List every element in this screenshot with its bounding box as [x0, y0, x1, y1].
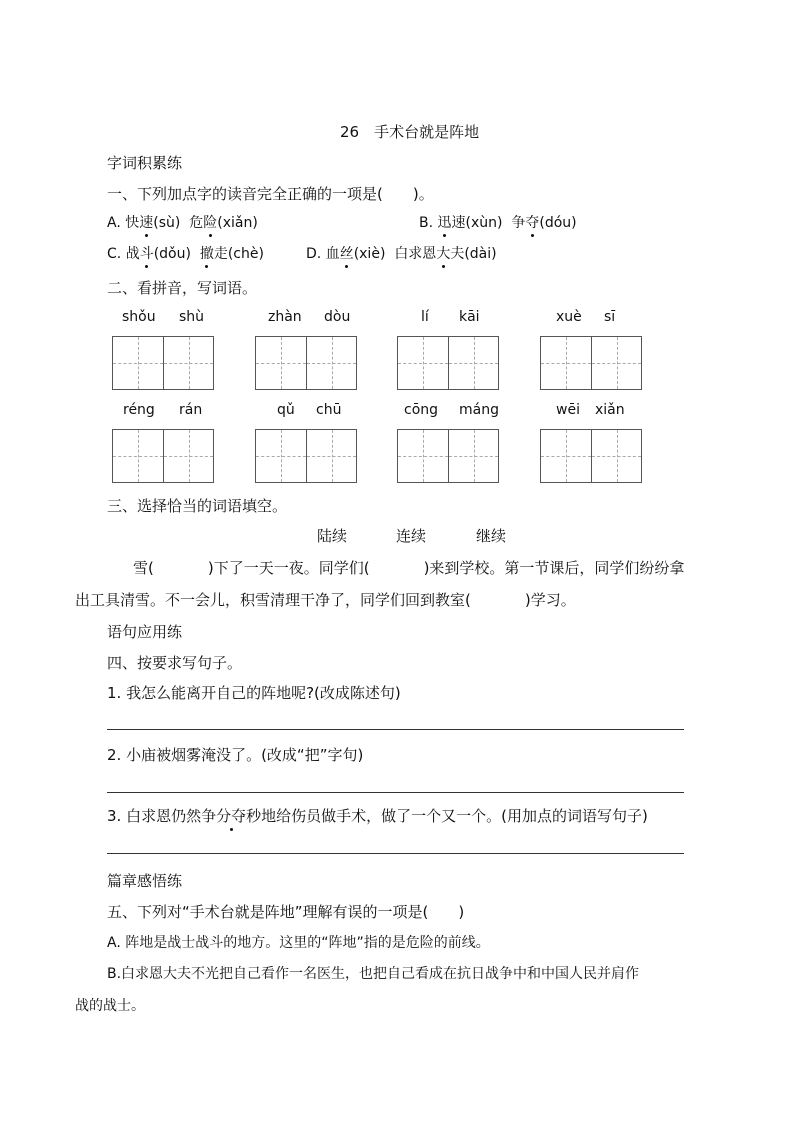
- answer-line-2[interactable]: [107, 792, 684, 793]
- pinyin-label: xiǎn: [595, 402, 625, 418]
- fill-paragraph-line2: [75, 589, 576, 610]
- answer-line-3[interactable]: [107, 853, 684, 854]
- option-d-word1-dotted: 丝: [340, 243, 354, 263]
- q5-option-a: A. 阵地是战士战斗的地方。这里的“阵地”指的是危险的前线。: [107, 935, 490, 951]
- option-c-word2-dotted: 撤: [200, 243, 214, 263]
- option-c: [107, 243, 264, 263]
- sentence-task-2: 2. 小庙被烟雾淹没了。(改成“把”字句): [107, 746, 364, 764]
- pinyin-label: shǒu: [122, 309, 156, 325]
- option-a-word1-dotted: 速: [139, 212, 153, 232]
- q5-option-b-line2: 战的战士。: [75, 998, 145, 1014]
- answer-line-1[interactable]: [107, 729, 684, 730]
- pinyin-label: dòu: [324, 309, 351, 325]
- paragraph-text: )学习。: [524, 591, 576, 609]
- option-b-word1-pinyin: (xùn): [465, 215, 503, 231]
- pinyin-label: cōng: [404, 402, 439, 418]
- pinyin-label: sī: [604, 309, 616, 325]
- option-d-word1-pre: 血: [325, 246, 340, 262]
- fill-paragraph-line1: [107, 557, 684, 578]
- option-b: [419, 212, 577, 232]
- option-b-word2-pinyin: (dóu): [539, 215, 577, 231]
- option-b-word2-pre: 争: [511, 215, 526, 231]
- sentence-text: 地给伤员做手术，做了一个又一个。(用加点的词语写句子): [261, 807, 648, 825]
- option-d-label: D.: [306, 246, 322, 262]
- writing-grid[interactable]: [112, 429, 214, 483]
- option-c-word2-pinyin: (chè): [227, 246, 264, 262]
- word-choice: 继续: [476, 527, 507, 545]
- q5-option-b-line1: B.白求恩大夫不光把自己看作一名医生，也把自己看成在抗日战争中和中国人民并肩作: [107, 966, 640, 982]
- paragraph-text: )来到学校。第一节课后，同学们纷纷拿: [423, 559, 685, 577]
- writing-grid[interactable]: [255, 336, 357, 390]
- option-a-word1-pinyin: (sù): [153, 215, 181, 231]
- option-a: [107, 212, 258, 232]
- sentence-task-1: 1. 我怎么能离开自己的阵地呢?(改成陈述句): [107, 684, 401, 702]
- question-2-stem: 二、看拼音，写词语。: [107, 279, 258, 297]
- option-c-word1-dotted: 斗: [140, 243, 154, 263]
- pinyin-label: wēi: [556, 402, 580, 418]
- question-5-stem: 五、下列对“手术台就是阵地”理解有误的一项是( ): [107, 903, 465, 921]
- writing-grid[interactable]: [112, 336, 214, 390]
- pinyin-label: chū: [316, 402, 342, 418]
- question-3-stem: 三、选择恰当的词语填空。: [107, 497, 288, 515]
- option-d-word2-post: 夫: [450, 246, 465, 262]
- paragraph-text: )下了一天一夜。同学们(: [207, 559, 370, 577]
- word-choice: 陆续: [317, 527, 348, 545]
- option-a-label: A.: [107, 215, 121, 231]
- option-b-word1-dotted: 迅: [438, 212, 452, 232]
- option-c-word2-post: 走: [213, 246, 228, 262]
- writing-grid[interactable]: [540, 336, 642, 390]
- section-heading-sentence: 语句应用练: [107, 623, 183, 641]
- section-heading-passage: 篇章感悟练: [107, 872, 183, 890]
- option-c-word1-pinyin: (dǒu): [153, 246, 191, 262]
- pinyin-label: zhàn: [268, 309, 302, 325]
- option-c-label: C.: [107, 246, 122, 262]
- option-a-word2-dotted: 险: [203, 212, 217, 232]
- sentence-task-3: [107, 805, 648, 826]
- option-a-word2-pre: 危: [189, 215, 204, 231]
- word-choice: 连续: [396, 527, 427, 545]
- page-title: 26 手术台就是阵地: [340, 123, 480, 141]
- option-c-word1-pre: 战: [125, 246, 140, 262]
- paragraph-text: 雪(: [133, 559, 154, 577]
- option-d-word1-pinyin: (xiè): [353, 246, 386, 262]
- writing-grid[interactable]: [397, 336, 499, 390]
- paragraph-text: 出工具清雪。不一会儿，积雪清理干净了，同学们回到教室(: [75, 591, 471, 609]
- pinyin-label: máng: [459, 402, 499, 418]
- option-a-word1-pre: 快: [125, 215, 140, 231]
- pinyin-label: réng: [123, 402, 155, 418]
- pinyin-label: qǔ: [277, 402, 295, 418]
- option-d-word2-pinyin: (dài): [464, 246, 497, 262]
- pinyin-label: lí: [421, 309, 429, 325]
- pinyin-label: shù: [179, 309, 205, 325]
- writing-grid[interactable]: [397, 429, 499, 483]
- writing-grid[interactable]: [540, 429, 642, 483]
- option-d-word2-dotted: 大: [436, 243, 450, 263]
- option-b-word1-post: 速: [451, 215, 466, 231]
- sentence-text: 3. 白求恩仍然: [107, 807, 202, 825]
- option-b-word2-dotted: 夺: [525, 212, 539, 232]
- option-d-word2-pre: 白求恩: [394, 246, 437, 262]
- writing-grid[interactable]: [255, 429, 357, 483]
- option-b-label: B.: [419, 215, 434, 231]
- option-a-word2-pinyin: (xiǎn): [217, 215, 258, 231]
- pinyin-label: xuè: [556, 309, 582, 325]
- pinyin-label: rán: [179, 402, 203, 418]
- dotted-phrase: 争分夺秒: [201, 807, 262, 825]
- option-d: [306, 243, 497, 263]
- section-heading-vocabulary: 字词积累练: [107, 154, 183, 172]
- pinyin-label: kāi: [459, 309, 480, 325]
- question-4-stem: 四、按要求写句子。: [107, 654, 243, 672]
- question-1-stem: 一、下列加点字的读音完全正确的一项是( )。: [107, 185, 434, 203]
